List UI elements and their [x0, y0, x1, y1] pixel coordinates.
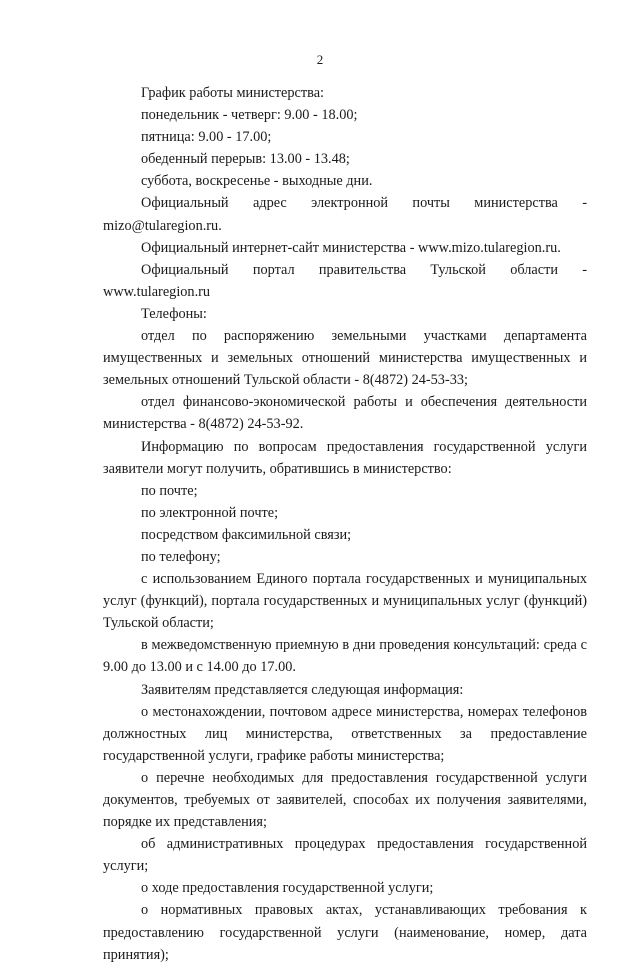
phones-heading: Телефоны: — [141, 305, 207, 322]
schedule-friday: пятница: 9.00 - 17.00; — [141, 129, 272, 146]
phone-land-dept: отдел по распоряжению земельными участками департамента имущественных и земельных отношений министерства имущественных и земельных отношений Тульской области - 8(4872) 24-53-33; — [103, 328, 587, 389]
schedule-lunch: обеденный перерыв: 13.00 - 13.48; — [141, 151, 350, 168]
page-number: 2 — [316, 52, 324, 67]
info-channel-item: с использованием Единого портала государственных и муниципальных услуг (функций), портала государственных и муниципальных услуг (функций) Тульской области; — [103, 571, 587, 632]
email-line: Официальный адрес электронной почты министерства - mizo@tularegion.ru. — [103, 195, 587, 234]
provided-info-item: о нормативных правовых актах, устанавливающих требования к предоставлению государственной услуги (наименование, номер, дата принятия); — [103, 902, 587, 963]
schedule-heading: График работы министерства: — [141, 85, 325, 101]
info-channel-item: по почте; — [141, 482, 198, 499]
provided-info-item: о местонахождении, почтовом адресе министерства, номерах телефонов должностных лиц министерства, ответственных за предоставление государственной услуги, графике работы министерства; — [103, 703, 587, 764]
portal-line: Официальный портал правительства Тульской области - www.tularegion.ru — [103, 261, 587, 300]
info-channel-item: посредством факсимильной связи; — [141, 526, 352, 543]
info-channel-item: по электронной почте; — [141, 504, 279, 521]
schedule-weekend: суббота, воскресенье - выходные дни. — [141, 173, 373, 190]
phone-finance-dept: отдел финансово-экономической работы и обеспечения деятельности министерства - 8(4872) 24-53-92. — [103, 394, 587, 433]
provided-info-item: о перечне необходимых для предоставления государственной услуги документов, требуемых от заявителей, способах их получения заявителями, порядке их представления; — [103, 769, 587, 831]
website-line: Официальный интернет-сайт министерства - www.mizo.tularegion.ru. — [141, 239, 561, 256]
info-channel-item: в межведомственную приемную в дни проведения консультаций: среда с 9.00 до 13.00 и с 14.00 до 17.00. — [103, 637, 587, 676]
schedule-mon-thu: понедельник - четверг: 9.00 - 18.00; — [141, 107, 358, 124]
provided-info-item: об административных процедурах предоставления государственной услуги; — [103, 836, 587, 875]
provided-info-intro: Заявителям представляется следующая информация: — [141, 681, 464, 698]
info-channel-item: по телефону; — [141, 548, 221, 565]
document-body — [103, 82, 587, 966]
provided-info-item: о ходе предоставления государственной услуги; — [141, 880, 434, 897]
info-channels-intro: Информацию по вопросам предоставления государственной услуги заявители могут получить, обратившись в министерство: — [103, 438, 587, 477]
